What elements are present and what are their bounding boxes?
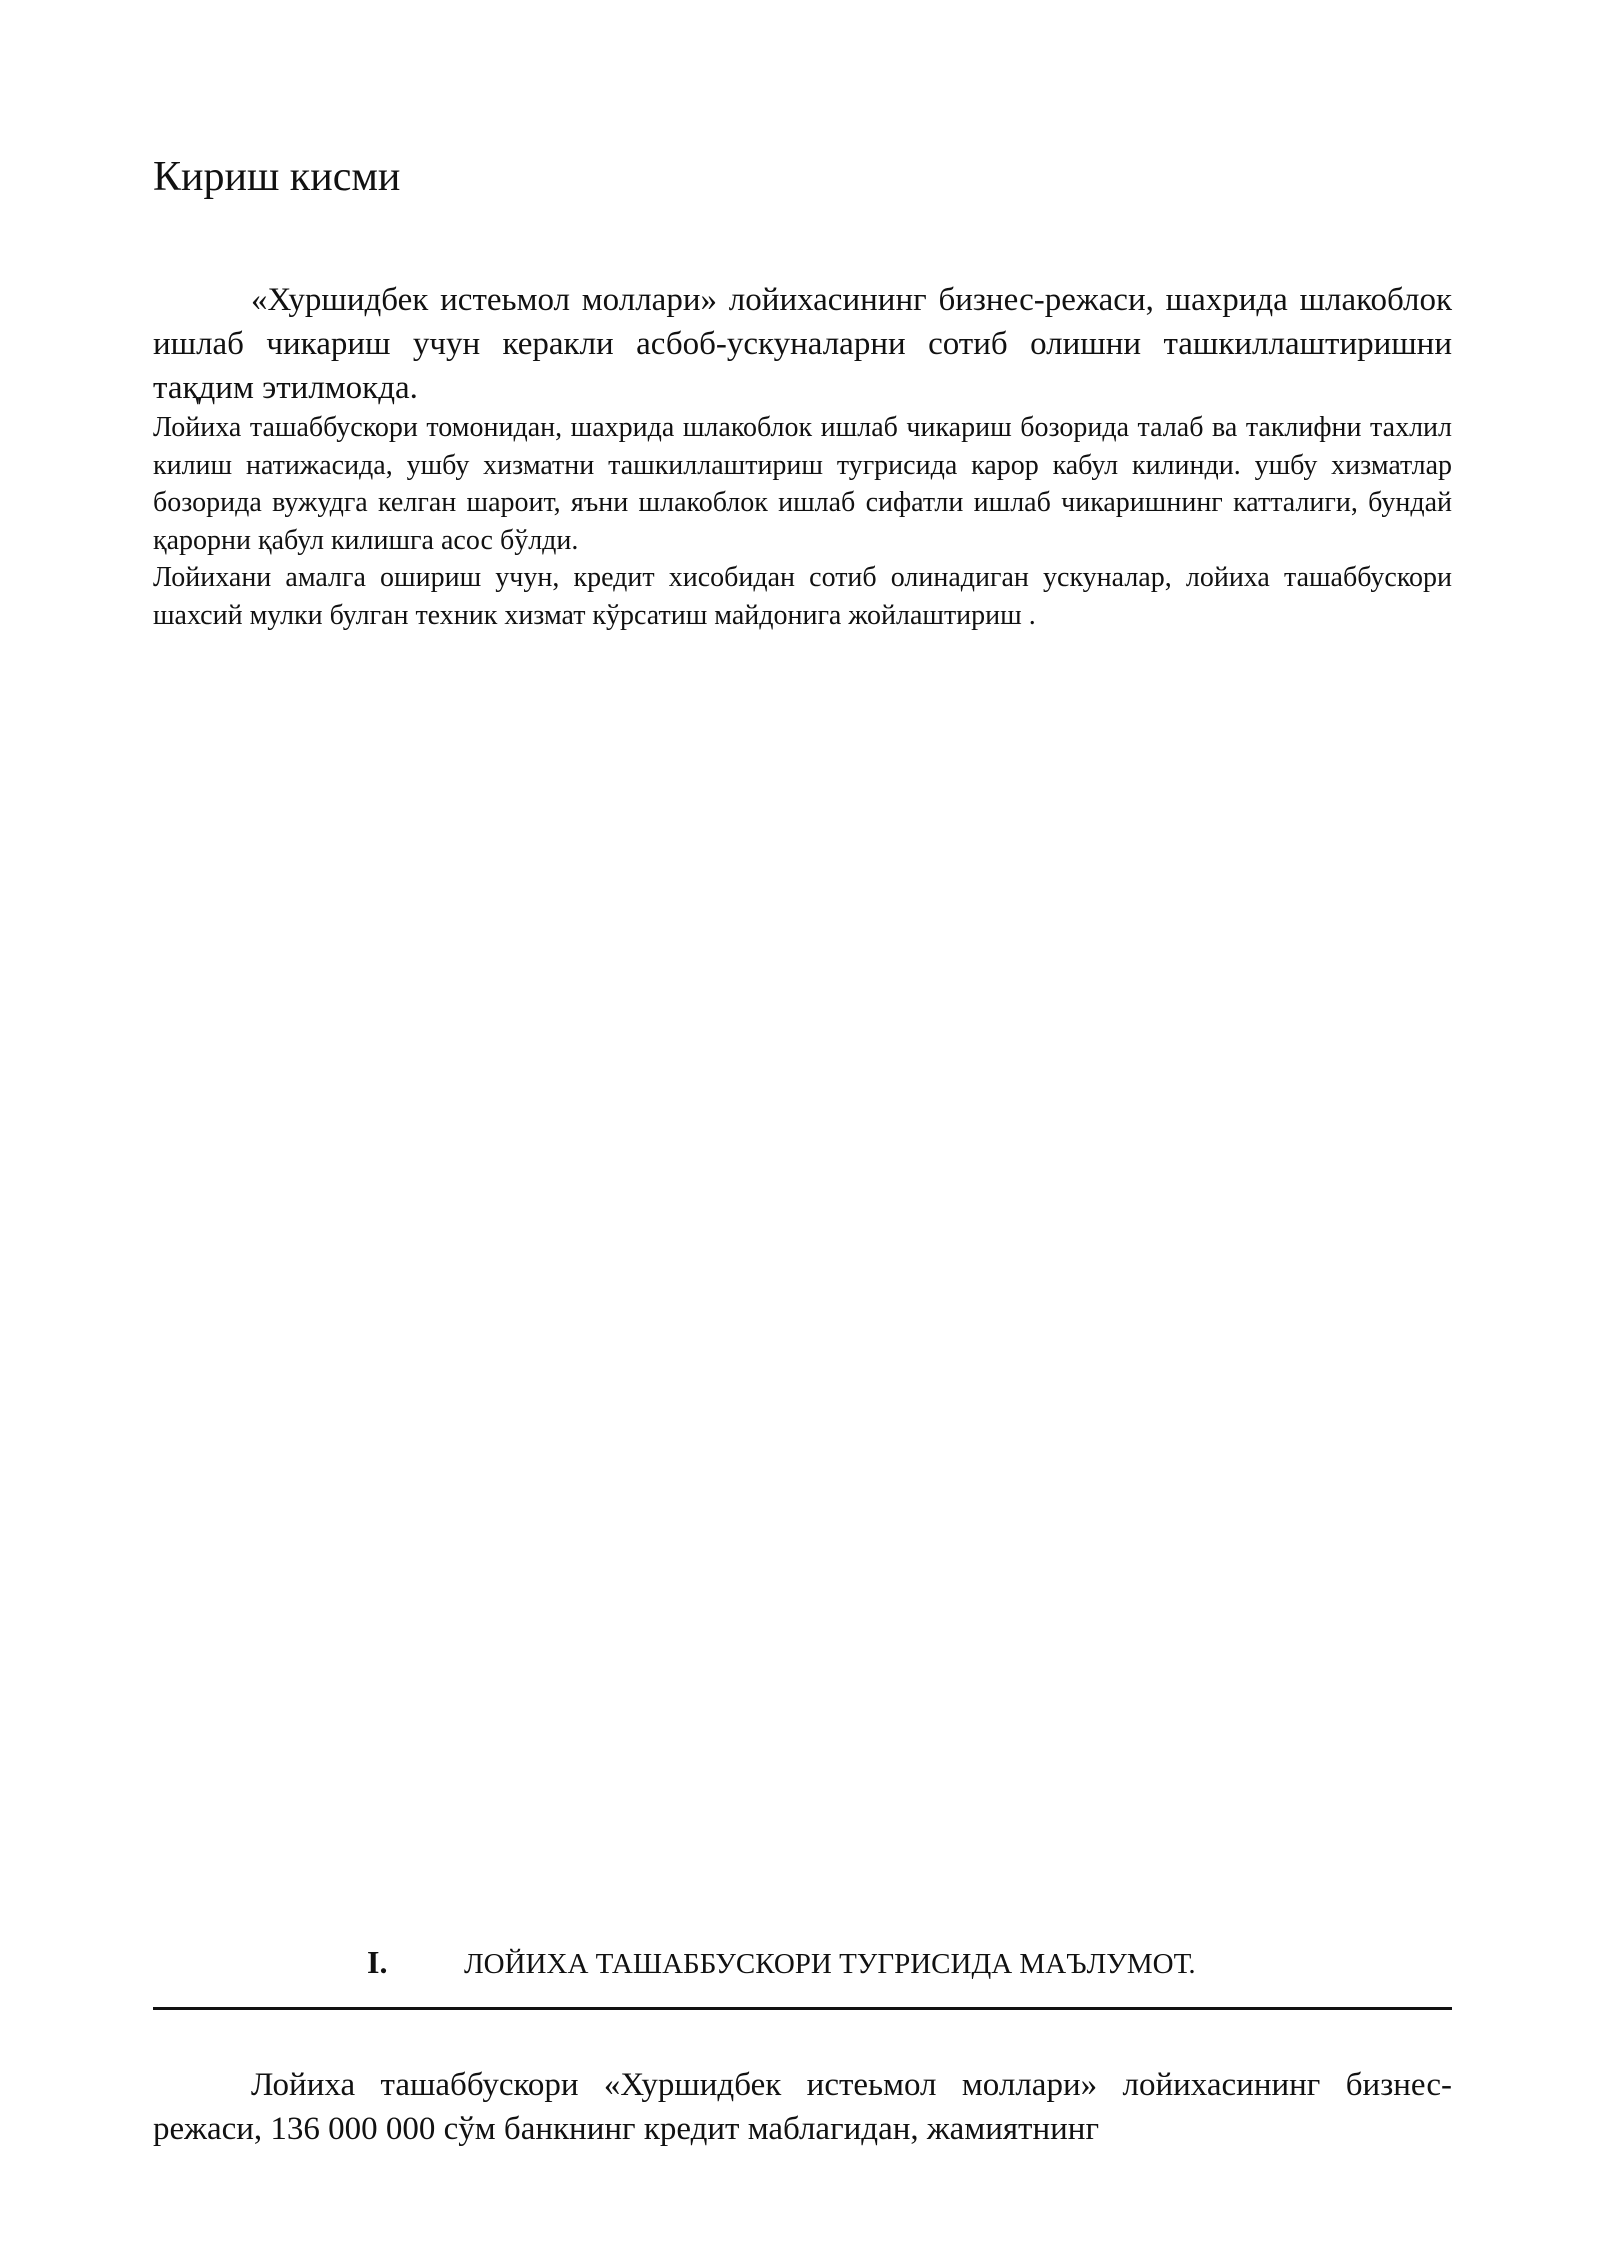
section-title: ЛОЙИХА ТАШАББУСКОРИ ТУГРИСИДА МАЪЛУМОТ. xyxy=(464,1948,1196,1980)
body-paragraph-equipment: Лойихани амалга ошириш учун, кредит хисобидан сотиб олинадиган ускуналар, лойиха ташаббускори шахсий мулки булган техник хизмат кўрсатиш майдонига жойлаштириш . xyxy=(153,562,1452,631)
intro-paragraph: «Хуршидбек истеьмол моллари» лойихасининг бизнес-режаси, шахрида шлакоблок ишлаб чикариш учун керакли асбоб-ускуналарни сотиб олишни ташкиллаштиришни тақдим этилмокда. xyxy=(153,282,1452,406)
intro-heading: Кириш кисми xyxy=(153,154,401,200)
section-paragraph: Лойиха ташаббускори «Хуршидбек истеьмол моллари» лойихасининг бизнес-режаси, 136 000 000 сўм банкнинг кредит маблагидан, жамиятнинг xyxy=(153,2067,1452,2147)
body-paragraph-decision: Лойиха ташаббускори томонидан, шахрида шлакоблок ишлаб чикариш бозорида талаб ва таклифни тахлил килиш натижасида, ушбу хизматни ташкиллаштириш тугрисида карор кабул килинди. ушбу хизматлар бозорида вужудга келган шароит, яъни шлакоблок ишлаб сифатли ишлаб чикаришнинг катталиги, бундай қарорни қабул килишга асос бўлди. xyxy=(153,412,1452,556)
section-number: I. xyxy=(367,1944,388,1980)
section-heading xyxy=(153,1937,1452,1987)
section-divider xyxy=(153,2007,1452,2010)
